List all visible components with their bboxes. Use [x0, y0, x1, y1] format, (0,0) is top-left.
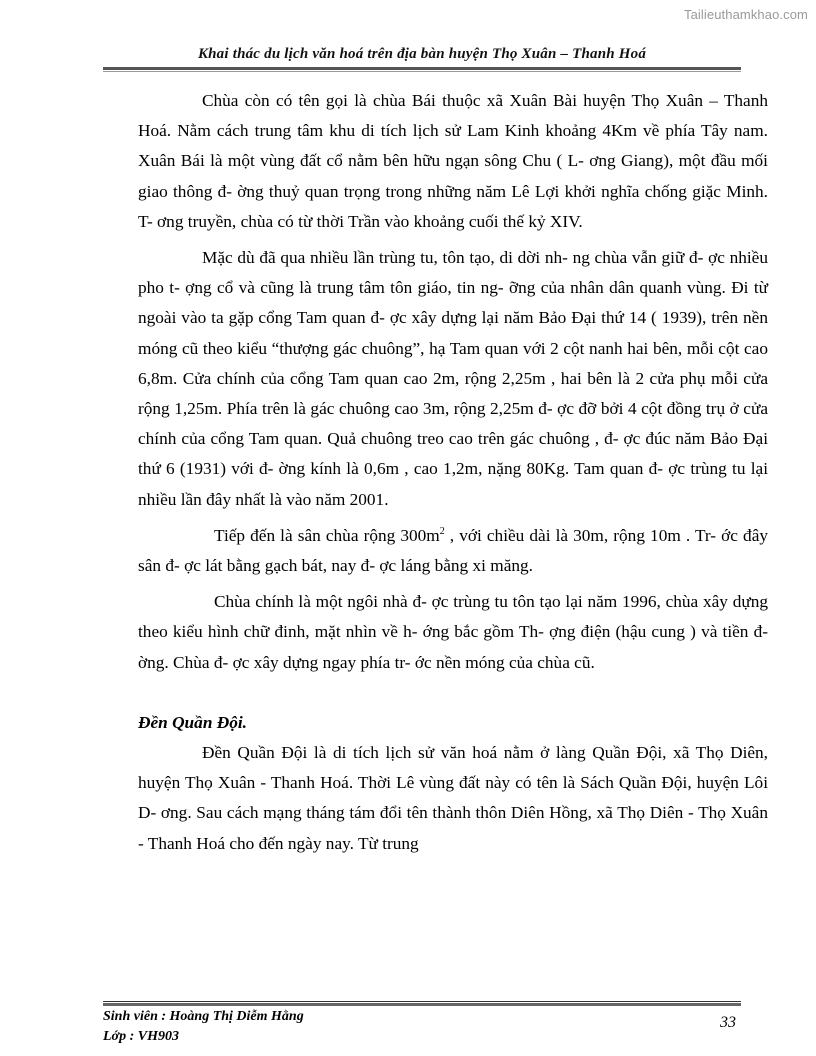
- paragraph-text: Tiếp đến là sân chùa rộng 300m: [214, 525, 440, 545]
- body-paragraph: Mặc dù đã qua nhiều lần trùng tu, tôn tạo, di dời nh- ng chùa vẫn giữ đ- ợc nhiều pho t- ợng cổ và cũng là trung tâm tôn giáo, tin ng- ỡng của nhân dân quanh vùng. Đi từ ngoài vào ta gặp cổng Tam quan đ- ợc xây dựng lại năm Bảo Đại thứ 14 ( 1939), trên nền móng cũ theo kiểu “thượng gác chuông”, hạ Tam quan với 2 cột nanh hai bên, mỗi cột cao 6,8m. Cửa chính của cổng Tam quan cao 2m, rộng 2,25m , hai bên là 2 cửa phụ mỗi cửa rộng 1,25m. Phía trên là gác chuông cao 3m, rộng 2,25m đ- ợc đỡ bởi 4 cột đồng trụ ở cửa chính của cổng Tam quan. Quả chuông treo cao trên gác chuông , đ- ợc đúc năm Bảo Đại thứ 6 (1931) với đ- ờng kính là 0,6m , cao 1,2m, nặng 80Kg. Tam quan đ- ợc trùng tu lại nhiều lần đây nhất là vào năm 2001.: [138, 248, 768, 509]
- page-body: [138, 86, 768, 859]
- footer-author-block: [103, 1007, 304, 1047]
- running-header-title: Khai thác du lịch văn hoá trên địa bàn huyện Thọ Xuân – Thanh Hoá: [197, 46, 647, 62]
- watermark-text: Tailieuthamkhao.com: [683, 7, 808, 22]
- body-paragraph: Đền Quần Đội là di tích lịch sử văn hoá nằm ở làng Quần Đội, xã Thọ Diên, huyện Thọ Xuân - Thanh Hoá. Thời Lê vùng đất này có tên là Sách Quần Đội, huyện Lôi D- ơng. Sau cách mạng tháng tám đổi tên thành thôn Diên Hồng, xã Thọ Diên - Thọ Xuân - Thanh Hoá cho đến ngày nay. Từ trung: [138, 743, 768, 853]
- section-spacer: [138, 678, 768, 708]
- page-number: 33: [720, 1014, 736, 1031]
- footer-student-name: Sinh viên : Hoàng Thị Diễm Hằng: [103, 1009, 304, 1024]
- section-heading: Đền Quần Đội.: [138, 712, 247, 732]
- header-rule-thin: [103, 71, 741, 72]
- body-paragraph: [138, 521, 768, 581]
- footer-rule-thin: [103, 1001, 741, 1002]
- body-paragraph: Chùa chính là một ngôi nhà đ- ợc trùng tu tôn tạo lại năm 1996, chùa xây dựng theo kiểu hình chữ đinh, mặt nhìn về h- ớng bắc gồm Th- ợng điện (hậu cung ) và tiền đ- ờng. Chùa đ- ợc xây dựng ngay phía tr- ớc nền móng của chùa cũ.: [138, 592, 768, 672]
- header-rule-thick: [103, 67, 741, 70]
- paragraph-text: , với chiều dài là 30m, rộng 10m . Tr- ớc đây sân đ- ợc lát bằng gạch bát, nay đ- ợc láng bằng xi măng.: [138, 525, 769, 576]
- header-rule: [103, 67, 741, 72]
- superscript: 2: [439, 526, 445, 538]
- footer-class: Lớp : VH903: [103, 1029, 179, 1044]
- footer-rule-thick: [103, 1003, 741, 1006]
- body-paragraph: Chùa còn có tên gọi là chùa Bái thuộc xã Xuân Bài huyện Thọ Xuân – Thanh Hoá. Nằm cách trung tâm khu di tích lịch sử Lam Kinh khoảng 4Km về phía Tây nam. Xuân Bái là một vùng đất cổ nằm bên hữu ngạn sông Chu ( L- ơng Giang), một đầu mối giao thông đ- ờng thuỷ quan trọng trong những năm Lê Lợi khởi nghĩa chống giặc Minh. T- ơng truyền, chùa có từ thời Trần vào khoảng cuối thế kỷ XIV.: [138, 91, 768, 231]
